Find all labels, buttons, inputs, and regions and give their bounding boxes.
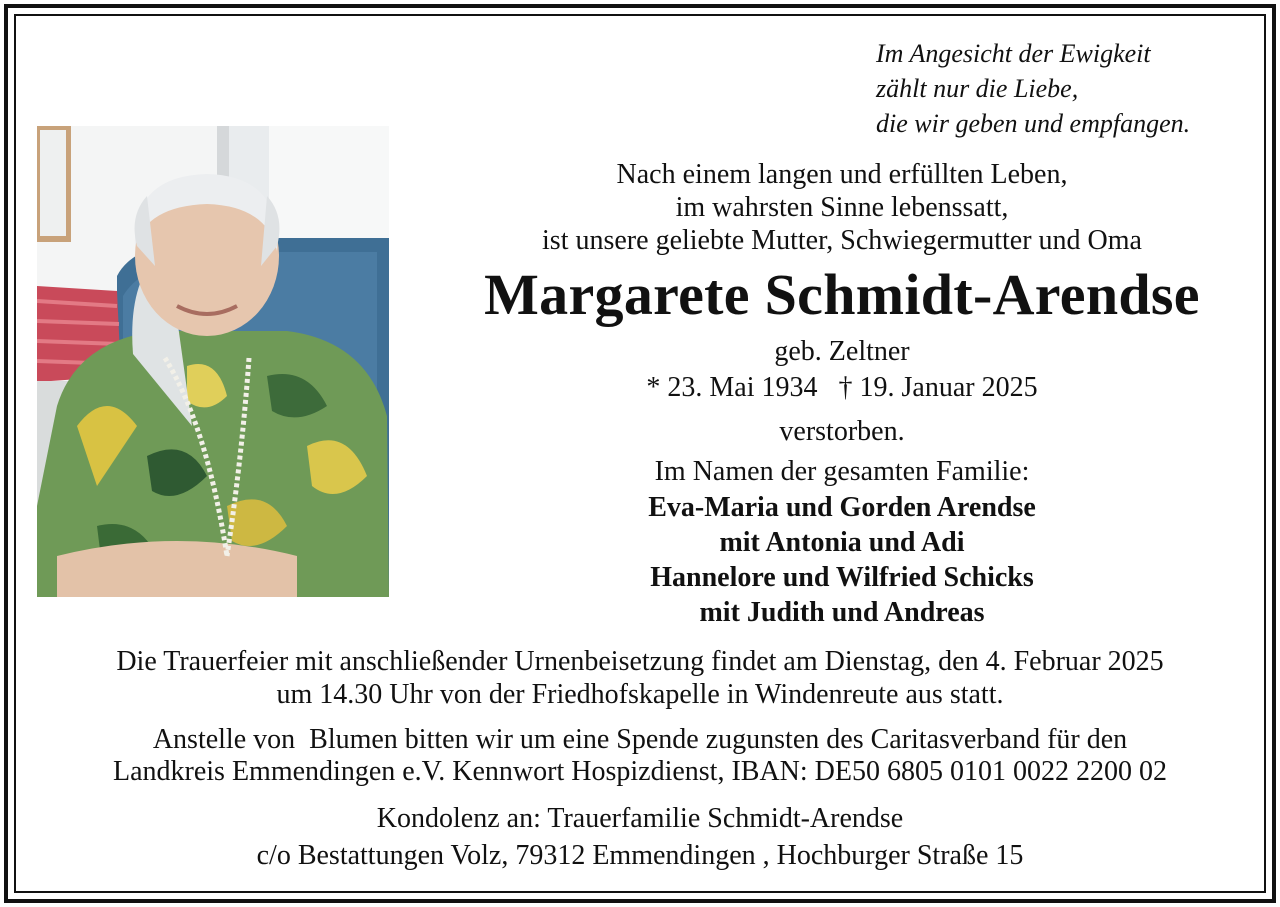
intro-line: Nach einem langen und erfüllten Leben,: [616, 159, 1068, 190]
family-heading: Im Namen der gesamten Familie:: [654, 456, 1030, 487]
passed-away-text: verstorben.: [779, 416, 905, 447]
quote-line: Im Angesicht der Ewigkeit: [876, 39, 1151, 68]
intro-text: [440, 158, 1244, 257]
family-member: Hannelore und Wilfried Schicks: [650, 562, 1034, 593]
intro-line: im wahrsten Sinne lebenssatt,: [675, 192, 1009, 223]
donation-info: [20, 724, 1260, 788]
ceremony-info: [20, 645, 1260, 711]
maiden-name: geb. Zeltner: [774, 336, 910, 367]
ceremony-line: um 14.30 Uhr von der Friedhofskapelle in Windenreute aus statt.: [276, 679, 1004, 710]
condolence-info: [20, 800, 1260, 874]
ceremony-line: Die Trauerfeier mit anschließender Urnenbeisetzung findet am Dienstag, den 4. Februar 2025: [116, 646, 1164, 677]
donation-line: Landkreis Emmendingen e.V. Kennwort Hospizdienst, IBAN: DE50 6805 0101 0022 2200 02: [112, 756, 1168, 787]
family-members: [440, 490, 1244, 630]
intro-line: ist unsere geliebte Mutter, Schwiegermutter und Oma: [542, 225, 1142, 256]
family-member: Eva-Maria und Gorden Arendse: [648, 492, 1036, 523]
family-member: mit Judith und Andreas: [699, 597, 985, 628]
family-member: mit Antonia und Adi: [719, 527, 965, 558]
deceased-name: Margarete Schmidt-Arendse: [484, 262, 1200, 327]
quote-line: die wir geben und empfangen.: [876, 109, 1191, 138]
donation-line: Anstelle von Blumen bitten wir um eine Spende zugunsten des Caritasverband für den: [152, 724, 1128, 755]
portrait-photo-icon: [37, 126, 389, 597]
birth-info: [440, 334, 1244, 406]
memorial-quote: [876, 36, 1266, 141]
portrait-photo: [37, 126, 389, 597]
quote-line: zählt nur die Liebe,: [876, 74, 1079, 103]
condolence-line: Kondolenz an: Trauerfamilie Schmidt-Arendse: [376, 803, 904, 834]
life-dates: * 23. Mai 1934 † 19. Januar 2025: [646, 372, 1038, 403]
condolence-line: c/o Bestattungen Volz, 79312 Emmendingen , Hochburger Straße 15: [256, 840, 1024, 871]
